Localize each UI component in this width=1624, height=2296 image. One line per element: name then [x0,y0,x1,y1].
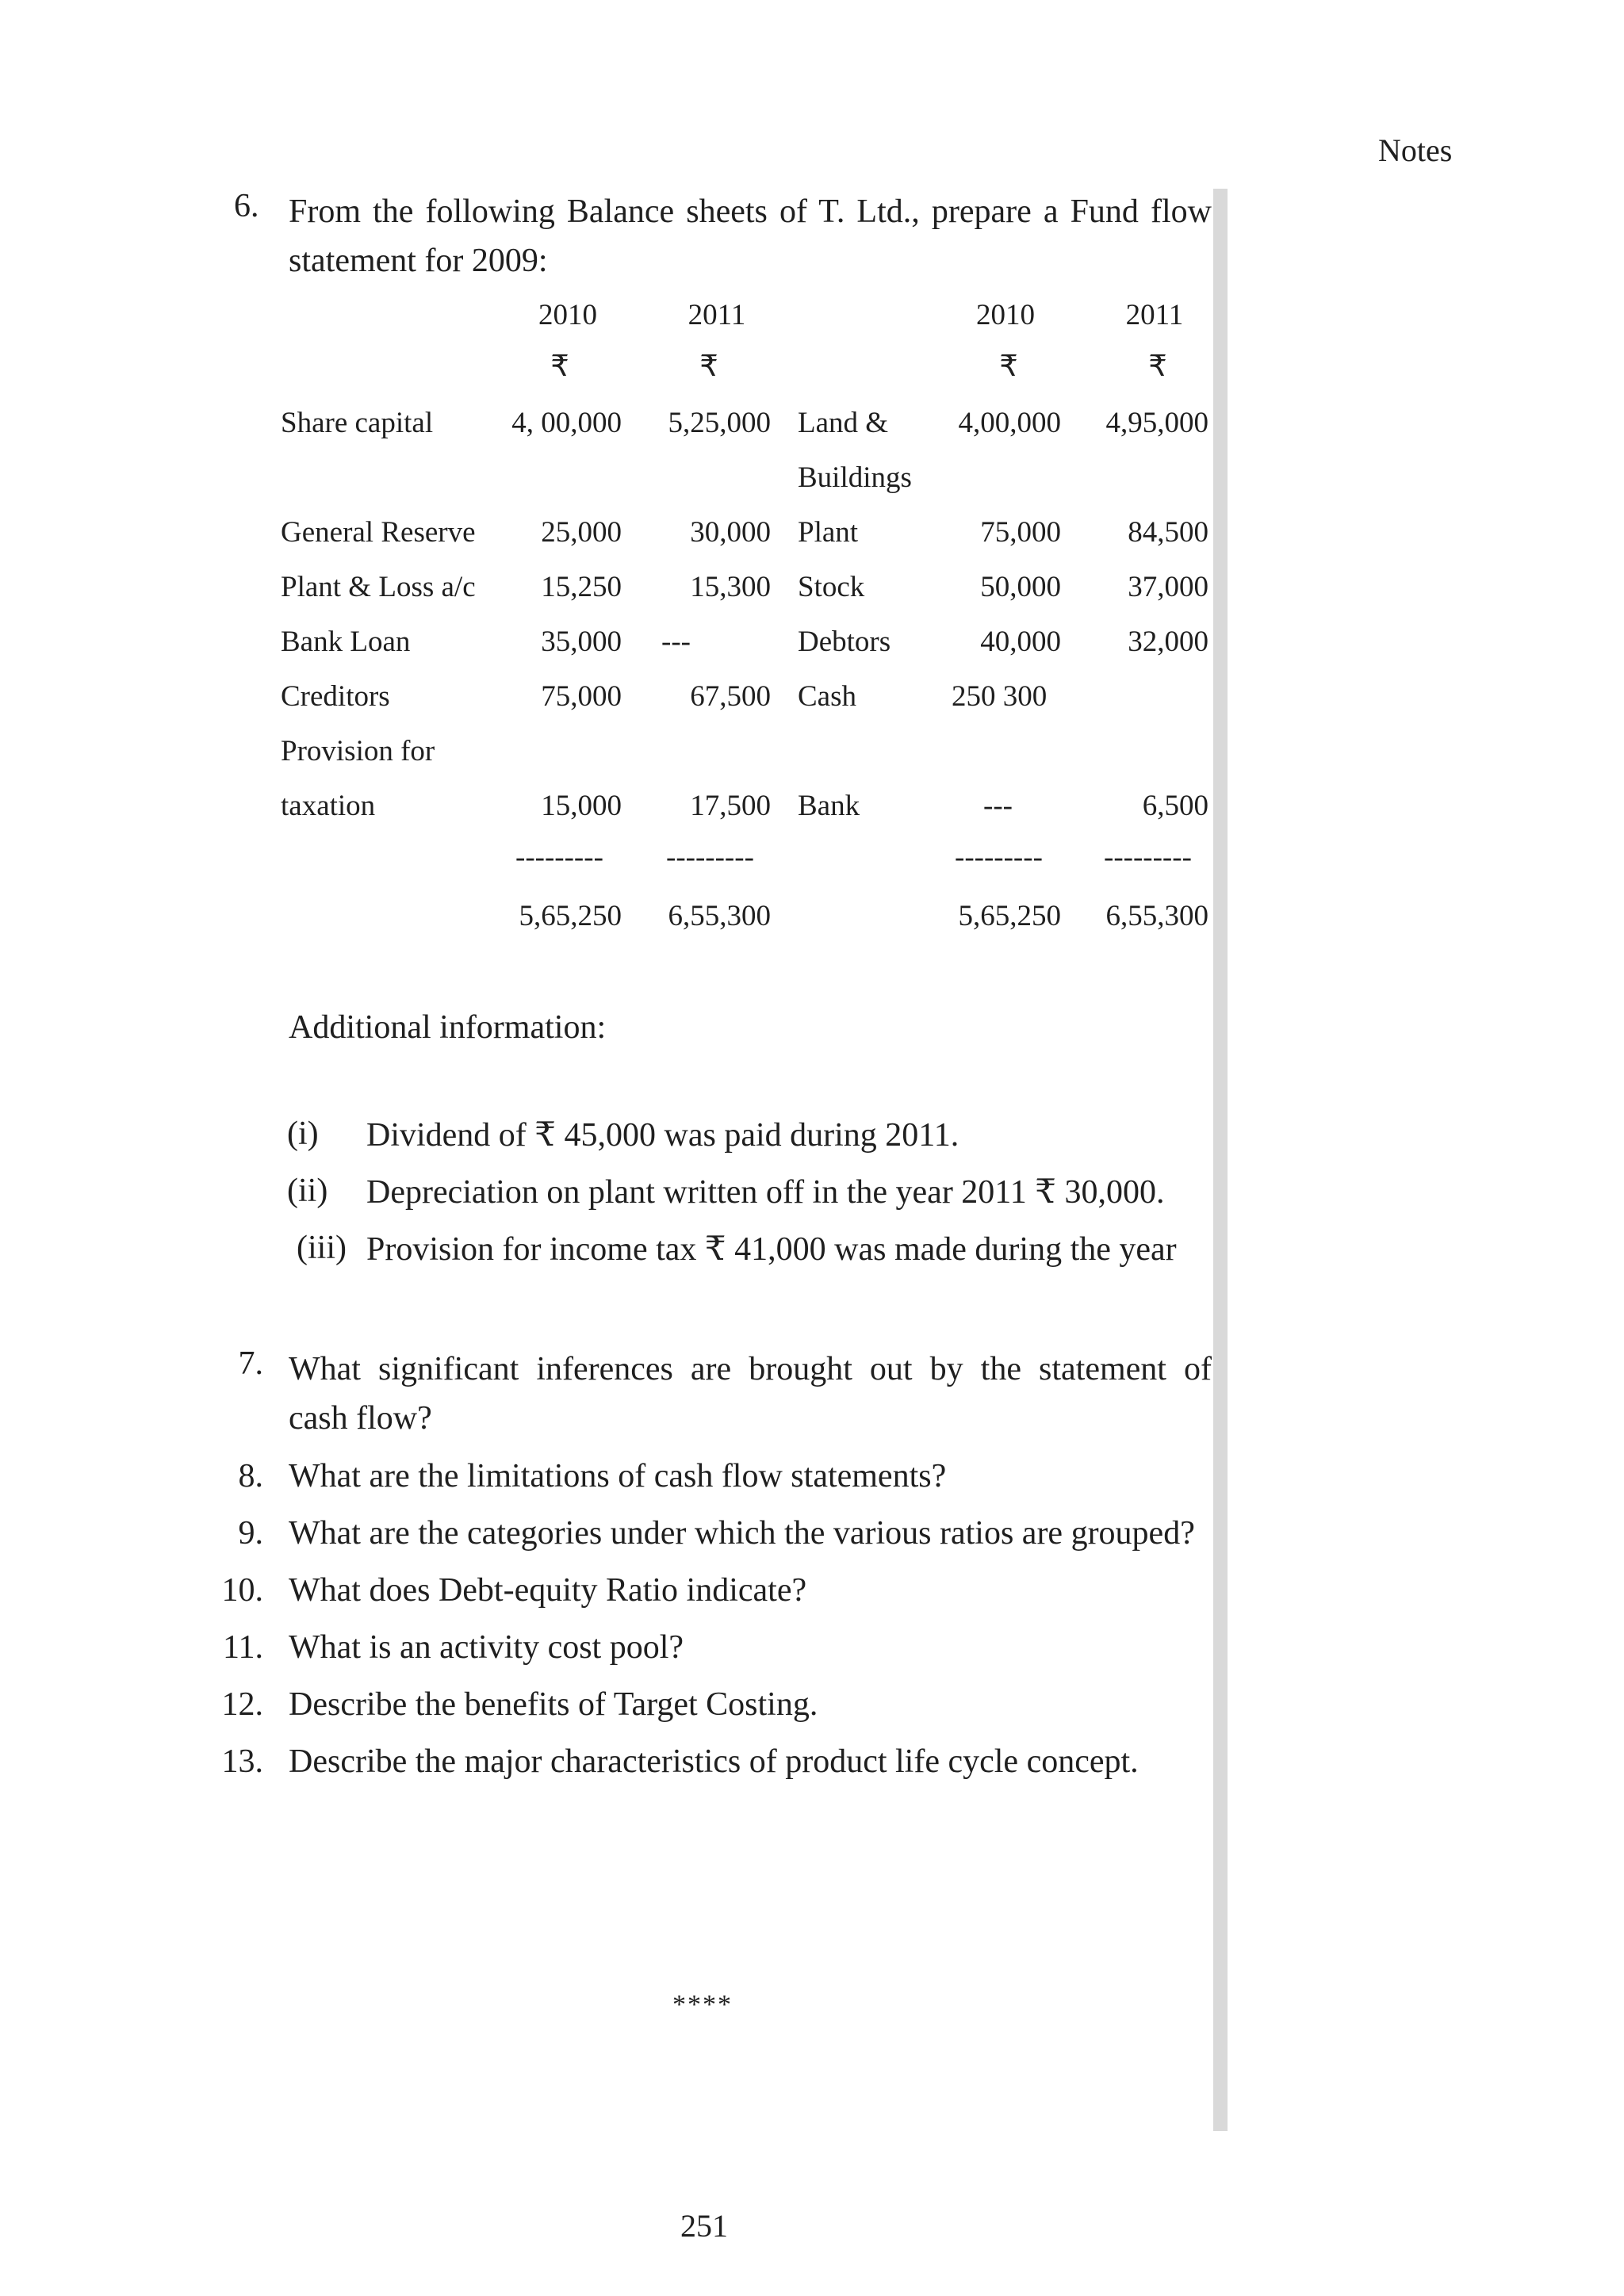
asset-2011: 6,500 [1142,790,1208,822]
question-7-line-2: cash flow? [289,1400,432,1437]
liability-2011: 67,500 [690,680,771,713]
question-number: 11. [223,1629,263,1666]
question-7-text [289,1345,1212,1443]
liability-label: Creditors [281,680,390,713]
asset-label: Plant [798,516,859,549]
liability-2011: 17,500 [690,790,771,822]
currency-symbol: ₹ [999,349,1018,383]
currency-symbol: ₹ [550,349,569,383]
currency-symbol: ₹ [699,349,718,383]
question-number: 9. [238,1515,263,1552]
liability-label-cont: taxation [281,790,376,822]
info-item-number: (ii) [287,1173,328,1209]
liability-2010: 15,000 [541,790,622,822]
total-asset-2011: 6,55,300 [1105,900,1208,932]
question-6-text [289,187,1212,285]
asset-2010: 50,000 [980,571,1061,603]
total-divider: --------- [515,841,603,874]
total-divider: --------- [666,841,754,874]
info-item-text: Provision for income tax ₹ 41,000 was made during the year [366,1231,1177,1268]
liability-2011: 15,300 [690,571,771,603]
asset-label: Cash [798,680,856,713]
liability-2010: 4, 00,000 [511,407,622,439]
info-item-number: (iii) [297,1230,347,1266]
liability-label: General Reserve [281,516,476,549]
question-text: Describe the major characteristics of product life cycle concept. [289,1743,1139,1780]
question-text: What are the limitations of cash flow statements? [289,1458,947,1494]
asset-2011: 4,95,000 [1105,407,1208,439]
liability-2010: 15,250 [541,571,622,603]
total-asset-2010: 5,65,250 [958,900,1061,932]
question-6-line-1: From the following Balance sheets of T. Ltd., prepare a Fund flow [289,193,1212,230]
total-divider: --------- [1104,841,1192,874]
notes-label: Notes [1378,132,1453,168]
currency-symbol: ₹ [1148,349,1167,383]
asset-2011: 84,500 [1128,516,1208,549]
liability-label: Share capital [281,407,434,439]
asset-label-cont: Buildings [798,461,912,494]
liability-2011: 30,000 [690,516,771,549]
year-header: 2011 [1125,299,1184,331]
question-number: 13. [221,1743,263,1780]
question-number: 8. [238,1458,263,1494]
total-liability-2011: 6,55,300 [668,900,771,932]
question-text: What does Debt-equity Ratio indicate? [289,1572,807,1609]
question-number: 10. [221,1572,263,1609]
year-header: 2010 [538,299,597,331]
page-number: 251 [680,2208,728,2244]
total-liability-2010: 5,65,250 [519,900,622,932]
asset-2010: 75,000 [980,516,1061,549]
question-6-number: 6. [234,188,259,224]
liability-2011: --- [661,626,691,658]
year-header: 2010 [976,299,1035,331]
asset-2011: 37,000 [1128,571,1208,603]
info-item-text: Depreciation on plant written off in the year 2011 ₹ 30,000. [366,1174,1165,1211]
liability-2011: 5,25,000 [668,407,771,439]
asset-2010: 250 300 [952,680,1048,713]
asset-label: Land & [798,407,889,439]
question-number: 12. [221,1686,263,1723]
liability-2010: 75,000 [541,680,622,713]
asset-label: Debtors [798,626,891,658]
question-number: 7. [238,1345,263,1382]
asset-2010: --- [983,790,1013,822]
end-stars: **** [672,1990,733,2019]
question-text: What are the categories under which the various ratios are grouped? [289,1515,1195,1552]
total-divider: --------- [955,841,1043,874]
question-text: What is an activity cost pool? [289,1629,684,1666]
info-item-number: (i) [287,1115,319,1152]
asset-2010: 40,000 [980,626,1061,658]
asset-2010: 4,00,000 [958,407,1061,439]
question-7-line-1: What significant inferences are brought out by the statement of [289,1351,1212,1387]
asset-2011: 32,000 [1128,626,1208,658]
liability-label: Provision for [281,735,435,767]
question-6-line-2: statement for 2009: [289,243,548,279]
asset-label: Stock [798,571,865,603]
liability-2010: 35,000 [541,626,622,658]
info-item-text: Dividend of ₹ 45,000 was paid during 2011. [366,1117,959,1154]
year-header: 2011 [688,299,746,331]
question-text: Describe the benefits of Target Costing. [289,1686,818,1723]
additional-info-heading: Additional information: [289,1009,607,1046]
margin-bar [1213,189,1228,2131]
liability-2010: 25,000 [541,516,622,549]
liability-label: Plant & Loss a/c [281,571,476,603]
asset-label: Bank [798,790,860,822]
liability-label: Bank Loan [281,626,411,658]
